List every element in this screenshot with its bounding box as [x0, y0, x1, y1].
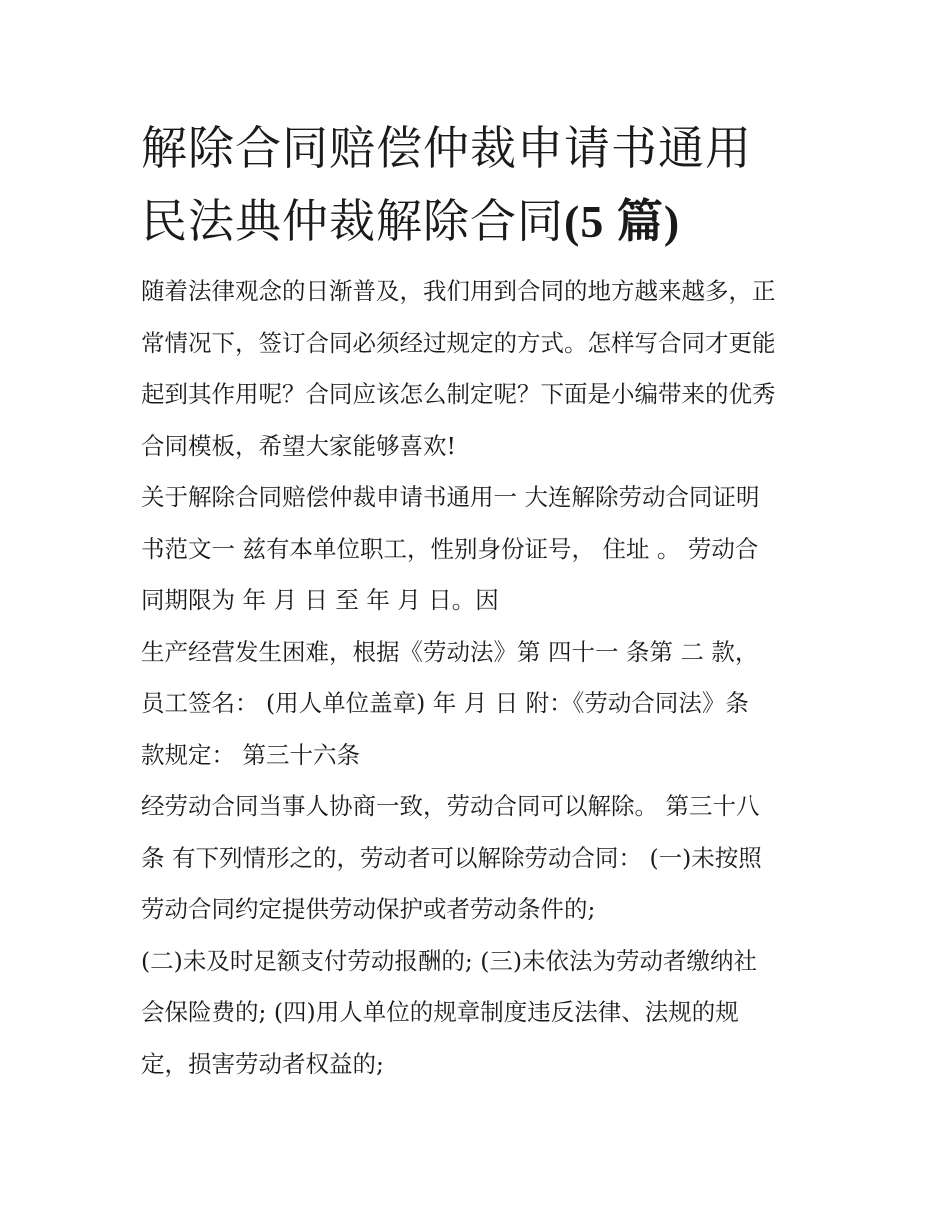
paragraph-line: 随着法律观念的日渐普及，我们用到合同的地方越来越多，正 [141, 277, 776, 305]
paragraph-line: 常情况下，签订合同必须经过规定的方式。怎样写合同才更能 [141, 328, 776, 357]
paragraph-labor-law [141, 627, 813, 782]
title-line-1: 解除合同赔偿仲裁申请书通用 [141, 121, 752, 175]
paragraph-template-intro [141, 472, 813, 627]
paragraph-line: 定，损害劳动者权益的; [141, 1049, 384, 1078]
document-title [141, 112, 813, 258]
paragraph-line: 同期限为 年 月 日 至 年 月 日。因 [141, 586, 499, 614]
paragraph-line: 关于解除合同赔偿仲裁申请书通用一 大连解除劳动合同证明 [141, 483, 760, 511]
paragraph-line: 书范文一 兹有本单位职工，性别身份证号， 住址 。 劳动合 [141, 534, 759, 563]
paragraph-line: 生产经营发生困难，根据《劳动法》第 四十一 条第 二 款， [141, 637, 759, 666]
paragraph-line: 款规定： 第三十六条 [141, 740, 360, 769]
paragraph-conditions [141, 936, 813, 1091]
title-line-2-text: 民法典仲裁解除合同 [141, 194, 564, 248]
paragraph-line: 起到其作用呢？合同应该怎么制定呢？下面是小编带来的优秀 [141, 380, 776, 408]
document-body [141, 112, 813, 1090]
paragraph-line: 劳动合同约定提供劳动保护或者劳动条件的; [141, 895, 596, 923]
title-line-2 [141, 185, 813, 258]
paragraph-line: 员工签名： (用人单位盖章) 年 月 日 附：《劳动合同法》条 [141, 689, 749, 717]
paragraph-line: 经劳动合同当事人协商一致，劳动合同可以解除。 第三十八 [141, 792, 760, 820]
title-line-2-suffix: (5 篇) [564, 196, 681, 247]
paragraph-line: (二)未及时足额支付劳动报酬的; (三)未依法为劳动者缴纳社 [141, 946, 758, 975]
paragraph-article-36-38 [141, 781, 813, 936]
paragraph-line: 会保险费的; (四)用人单位的规章制度违反法律、法规的规 [141, 998, 739, 1026]
paragraph-line: 条 有下列情形之的，劳动者可以解除劳动合同： (一)未按照 [141, 843, 762, 872]
paragraph-intro [141, 266, 813, 472]
paragraph-line: 合同模板，希望大家能够喜欢! [141, 431, 456, 460]
